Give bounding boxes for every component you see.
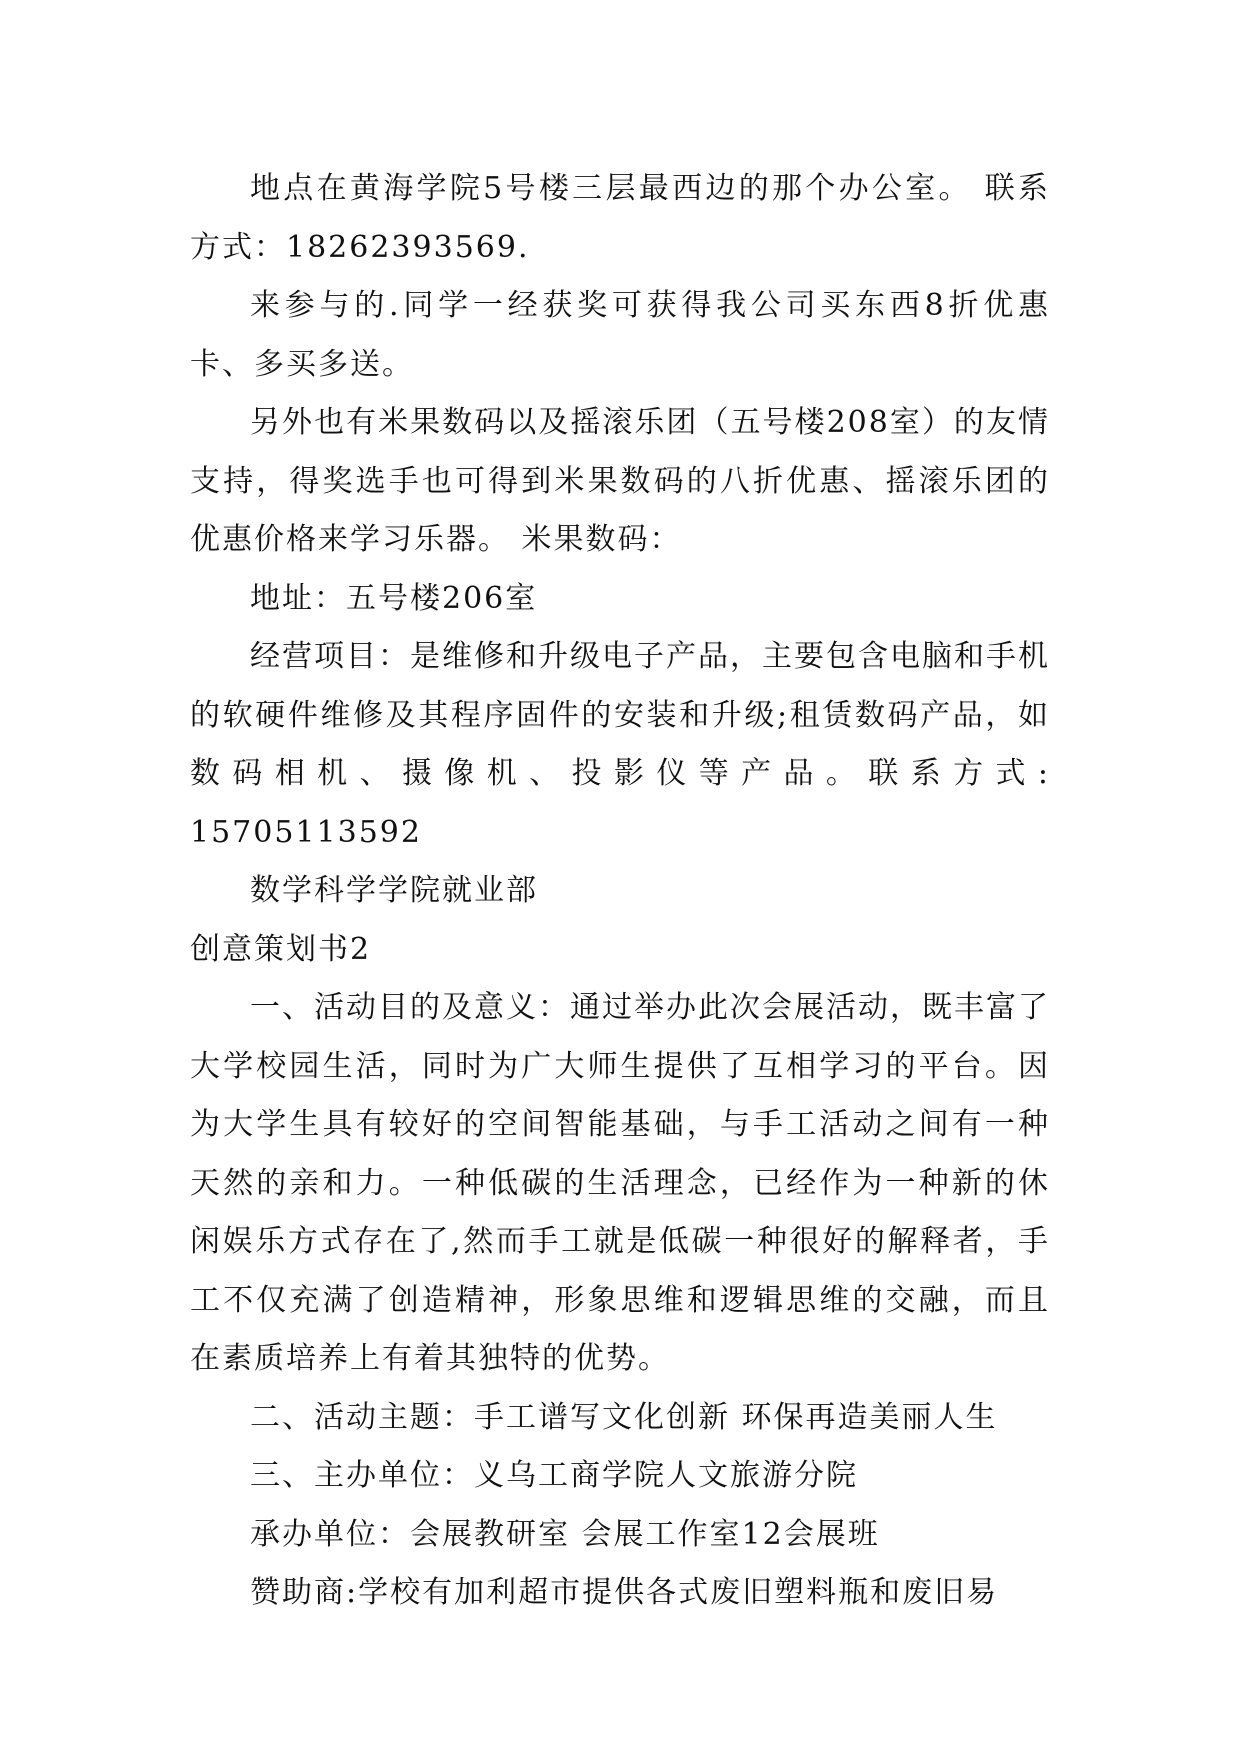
- paragraph-prize-discount: 来参与的.同学一经获奖可获得我公司买东西8折优惠卡、多买多送。: [190, 288, 1050, 382]
- section-heading: 创意策划书2: [190, 931, 372, 967]
- paragraph-purpose: 一、活动目的及意义：通过举办此次会展活动，既丰富了大学校园生活，同时为广大师生提供了互相学习的平台。因为大学生具有较好的空间智能基础，与手工活动之间有一种天然的亲和力。一种低碳的生活理念，已经作为一种新的休闲娱乐方式存在了,然而手工就是低碳一种很好的解释者，手工不仅充满了创造精神，形象思维和逻辑思维的交融，而且在素质培养上有着其独特的优势。: [190, 990, 1050, 1376]
- paragraph-address: 地址：五号楼206室: [250, 580, 538, 616]
- paragraph-location-contact: 地点在黄海学院5号楼三层最西边的那个办公室。 联系方式：18262393569.: [190, 171, 1050, 265]
- paragraph-sponsor: 赞助商:学校有加利超市提供各式废旧塑料瓶和废旧易: [250, 1575, 999, 1610]
- paragraph-department: 数学科学学院就业部: [250, 873, 538, 908]
- paragraph-business-scope: 经营项目：是维修和升级电子产品，主要包含电脑和手机的软硬件维修及其程序固件的安装和升级;租赁数码产品，如数码相机、摄像机、投影仪等产品。联系方式: 15705113592: [190, 639, 1050, 850]
- paragraph-undertaker: 承办单位：会展教研室 会展工作室12会展班: [250, 1516, 880, 1552]
- document-page: [190, 160, 1050, 1623]
- paragraph-theme: 二、活动主题：手工谱写文化创新 环保再造美丽人生: [250, 1399, 998, 1435]
- paragraph-organizer: 三、主办单位：义乌工商学院人文旅游分院: [250, 1458, 858, 1493]
- paragraph-sponsors: 另外也有米果数码以及摇滚乐团（五号楼208室）的友情支持，得奖选手也可得到米果数码的八折优惠、摇滚乐团的优惠价格来学习乐器。 米果数码：: [190, 405, 1050, 557]
